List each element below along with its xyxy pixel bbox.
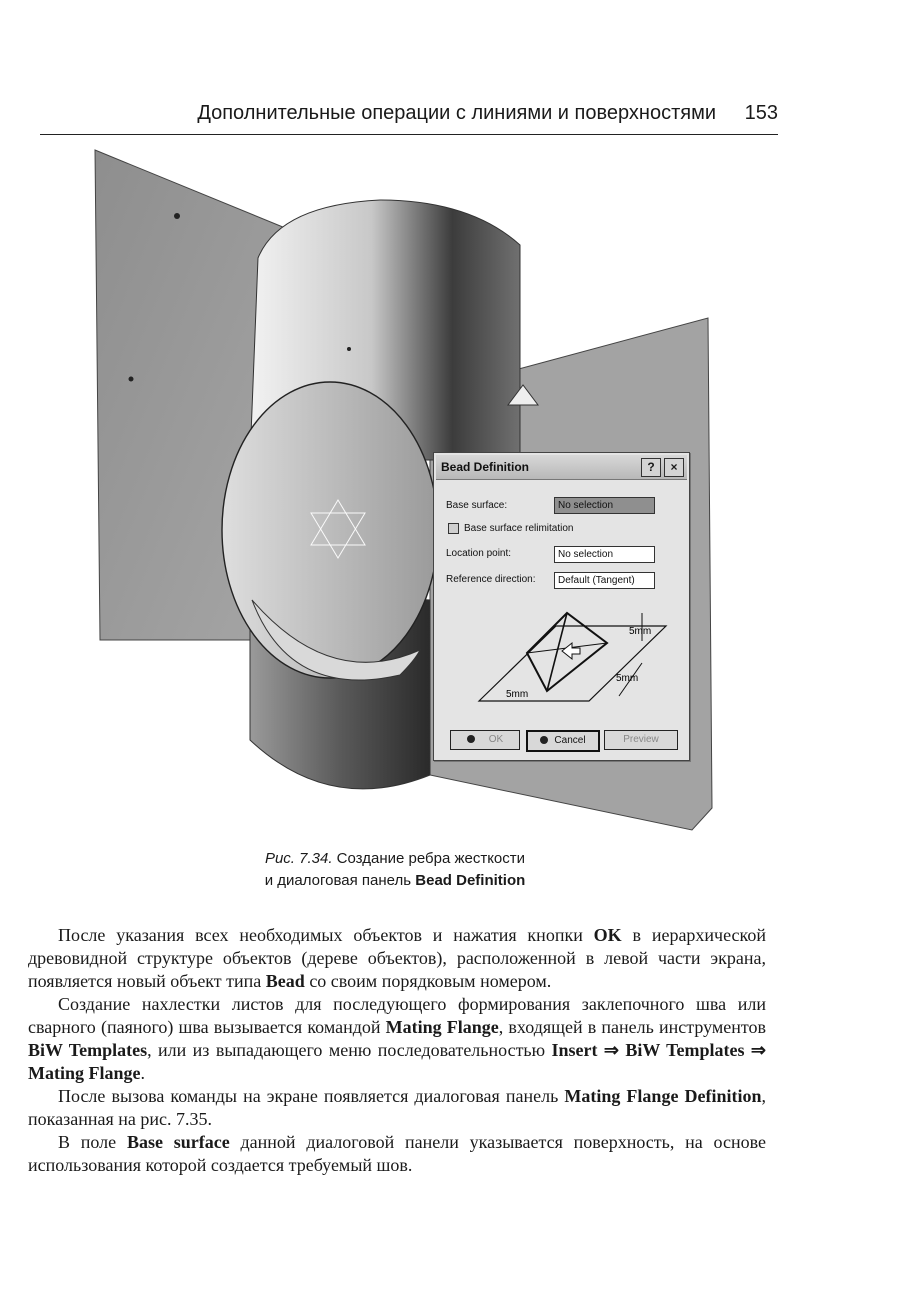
paragraph-2: Создание нахлестки листов для последующего формирования заклепочного шва или сварного (паяного) шва вызывается командой Mating Flange, входящей в панель инструментов BiW Templates, или из выпадающего меню последовательностью Insert ⇒ BiW Templates ⇒ Mating Flange. [28, 994, 766, 1083]
caption-text-1: Создание ребра жесткости [336, 850, 526, 867]
close-button[interactable]: × [664, 458, 684, 477]
help-button[interactable]: ? [641, 458, 661, 477]
caption-bold: Bead Definition [415, 872, 526, 889]
base-surface-label: Base surface: [446, 500, 508, 511]
paragraph-3: После вызова команды на экране появляется диалоговая панель Mating Flange Definition, показанная на рис. 7.35. [28, 1086, 766, 1129]
preview-button[interactable]: Preview [604, 730, 678, 750]
page-number: 153 [744, 102, 778, 124]
bead-definition-dialog [433, 452, 690, 761]
cancel-dot-icon [540, 736, 548, 744]
dim-bottom-label: 5mm [506, 689, 529, 700]
ok-dot-icon [467, 735, 475, 743]
caption-line-2 [0, 870, 790, 892]
ok-button-label: OK [488, 734, 504, 745]
figure-caption [0, 848, 790, 892]
bead-dome [222, 382, 438, 678]
bead-diagram [444, 601, 679, 721]
paragraph-4: В поле Base surface данной диалоговой панели указывается поверхность, на основе использования которой создается требуемый шов. [28, 1132, 766, 1175]
body-text [28, 924, 766, 1177]
reference-direction-field[interactable]: Default (Tangent) [554, 572, 655, 589]
base-surface-field[interactable]: No selection [554, 497, 655, 514]
page-header [40, 100, 778, 135]
dialog-titlebar [436, 455, 687, 480]
location-point-field[interactable]: No selection [554, 546, 655, 563]
relimitation-label: Base surface relimitation [464, 523, 574, 534]
paragraph-1: После указания всех необходимых объектов и нажатия кнопки OK в иерархической древовидной структуре объектов (дереве объектов), расположенной в левой части экрана, появляется новый объект типа Bead со своим порядковым номером. [28, 925, 767, 991]
move-arrows-icon [562, 643, 580, 659]
dim-top-label: 5mm [629, 626, 652, 637]
caption-label: Рис. 7.34. [264, 850, 333, 867]
cancel-button-label: Cancel [554, 735, 586, 746]
dialog-title: Bead Definition [441, 460, 530, 474]
dim-right-label: 5mm [616, 673, 639, 684]
figure-7-34 [0, 140, 910, 845]
ok-button[interactable] [450, 730, 520, 750]
cancel-button[interactable] [526, 730, 600, 752]
location-point-label: Location point: [446, 548, 512, 559]
caption-line-1 [0, 848, 790, 870]
caption-text-2: и диалоговая панель [264, 872, 412, 889]
reference-direction-label: Reference direction: [446, 574, 536, 585]
running-title: Дополнительные операции с линиями и поверхностями [197, 102, 716, 124]
relimitation-checkbox[interactable] [448, 523, 459, 534]
